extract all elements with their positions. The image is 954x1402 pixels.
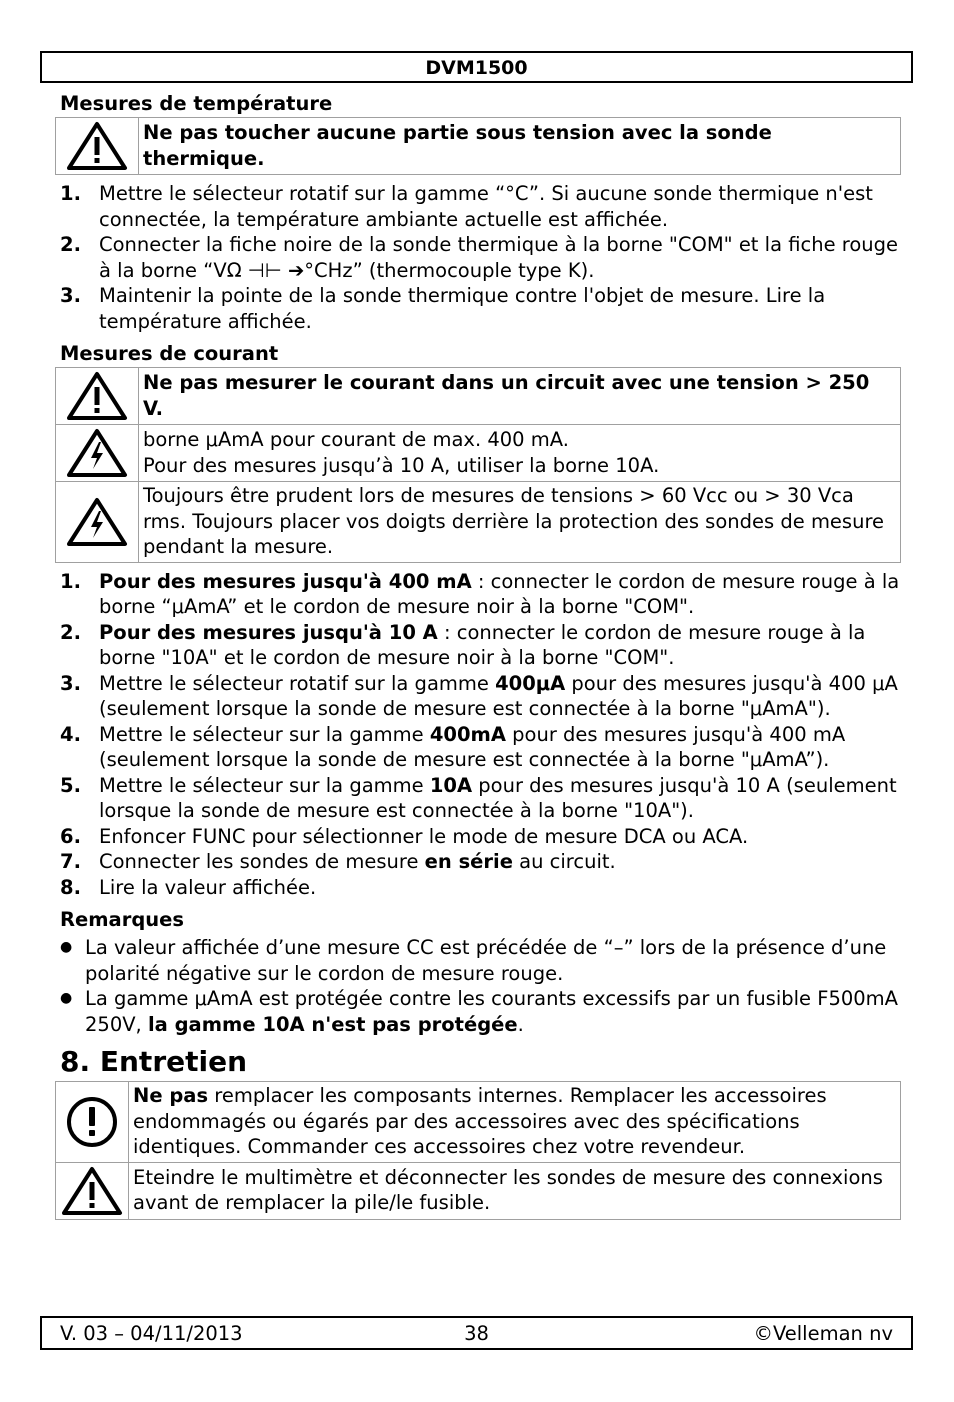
list-item: 2. Connecter la fiche noire de la sonde thermique à la borne "COM" et la fiche rouge à la borne “VΩ ⊣⊢ ➔°CHz” (thermocouple type K).	[60, 233, 899, 282]
temperature-warning-table	[55, 117, 901, 175]
document-footer	[40, 1316, 913, 1350]
maintenance-power-off-text: Eteindre le multimètre et déconnecter les sondes de mesure des connexions avant de remplacer la pile/le fusible.	[129, 1162, 901, 1219]
list-item: 1. Mettre le sélecteur rotatif sur la gamme “°C”. Si aucune sonde thermique n'est connectée, la température ambiante actuelle est affichée.	[60, 182, 873, 231]
list-item: ● La valeur affichée d’une mesure CC est précédée de “–” lors de la présence d’une polarité négative sur le cordon de mesure rouge.	[60, 936, 887, 985]
list-item: 5. Mettre le sélecteur sur la gamme 10A pour des mesures jusqu'à 10 A (seulement lorsque la sonde de mesure est connectée à la borne "10A").	[60, 773, 897, 822]
footer-page-number: 38	[464, 1322, 489, 1345]
warning-triangle-icon	[65, 120, 129, 172]
maintenance-heading: 8. Entretien	[60, 1045, 248, 1078]
maintenance-table	[55, 1081, 901, 1220]
header-title: DVM1500	[425, 57, 528, 79]
list-item: 4. Mettre le sélecteur sur la gamme 400mA pour des mesures jusqu'à 400 mA (seulement lorsque la sonde de mesure est connectée à la borne "μAmA”).	[60, 722, 846, 771]
list-item: 3. Maintenir la pointe de la sonde thermique contre l'objet de mesure. Lire la température affichée.	[60, 284, 826, 333]
warning-triangle-icon	[65, 370, 129, 422]
temperature-warning-text: Ne pas toucher aucune partie sous tension avec la sonde thermique.	[139, 118, 901, 175]
temperature-steps	[60, 181, 900, 334]
list-item: 3. Mettre le sélecteur rotatif sur la gamme 400μA pour des mesures jusqu'à 400 μA (seulement lorsque la sonde de mesure est connectée à la borne "μAmA").	[60, 671, 898, 720]
current-heading: Mesures de courant	[60, 342, 279, 365]
exclamation-circle-icon	[64, 1094, 120, 1150]
footer-copyright: ©Velleman nv	[753, 1322, 893, 1345]
list-item: 7. Connecter les sondes de mesure en série au circuit.	[60, 850, 616, 873]
temperature-heading: Mesures de température	[60, 92, 333, 115]
footer-version: V. 03 – 04/11/2013	[60, 1322, 243, 1345]
list-item: ● La gamme μAmA est protégée contre les courants excessifs par un fusible F500mA 250V, la gamme 10A n'est pas protégée.	[60, 987, 899, 1036]
remarks-heading: Remarques	[60, 908, 185, 931]
bullet-icon: ●	[60, 939, 73, 955]
list-item: 6. Enfoncer FUNC pour sélectionner le mode de mesure DCA ou ACA.	[60, 824, 749, 848]
maintenance-do-not: Ne pas	[133, 1084, 209, 1107]
current-steps	[60, 569, 900, 901]
bullet-icon: ●	[60, 990, 73, 1006]
document-header	[40, 51, 913, 83]
current-10a-note: Pour des mesures jusqu’à 10 A, utiliser la borne 10A.	[143, 453, 660, 477]
maintenance-parts-text: remplacer les composants internes. Remplacer les accessoires endommagés ou égarés par des accessoires avec des spécifications identiques. Commander ces accessoires chez votre revendeur.	[133, 1084, 827, 1158]
remarks-list	[60, 935, 900, 1037]
high-voltage-icon	[65, 496, 129, 548]
voltage-caution-text: Toujours être prudent lors de mesures de tensions > 60 Vcc ou > 30 Vca rms. Toujours placer vos doigts derrière la protection des sondes de mesure pendant la mesure.	[139, 482, 901, 563]
list-item: 2. Pour des mesures jusqu'à 10 A : connecter le cordon de mesure rouge à la borne "10A" et le cordon de mesure noir à la borne "COM".	[60, 620, 866, 669]
page-content	[60, 90, 900, 1220]
current-warning-table	[55, 367, 901, 563]
current-warning-text: Ne pas mesurer le courant dans un circuit avec une tension > 250 V.	[139, 368, 901, 425]
list-item: 1. Pour des mesures jusqu'à 400 mA : connecter le cordon de mesure rouge à la borne “μAmA” et le cordon de mesure noir à la borne "COM".	[60, 569, 900, 618]
high-voltage-icon	[65, 427, 129, 479]
current-terminal-note: borne μAmA pour courant de max. 400 mA.	[143, 428, 569, 451]
warning-triangle-icon	[60, 1165, 124, 1217]
list-item: 8. Lire la valeur affichée.	[60, 875, 317, 899]
